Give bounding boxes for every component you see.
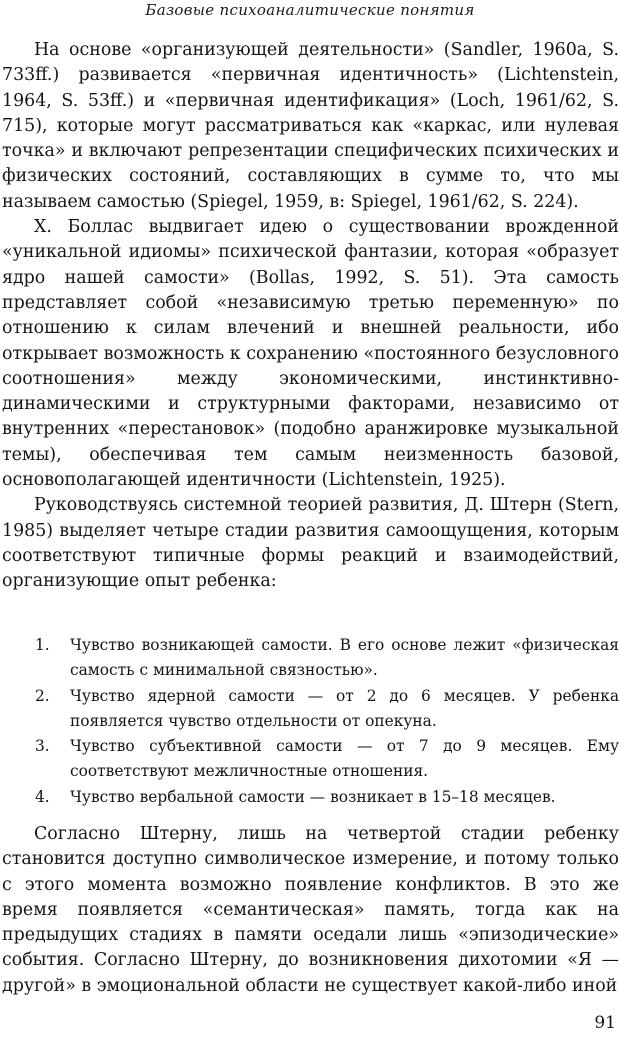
list-item-text: Чувство ядерной самости — от 2 до 6 месяцев. У ребенка появляется чувство отдельности от опекуна. — [70, 686, 619, 730]
list-item-text: Чувство возникающей самости. В его основе лежит «физическая самость с минимальной связностью». — [70, 636, 619, 680]
list-item-number: 2. — [35, 686, 50, 705]
paragraph-organizing-activity: На основе «организующей деятельности» (Sandler, 1960a, S. 733ff.) развивается «первичная идентичность» (Lichtenstein, 1964, S. 53ff.) и «первичная идентификация» (Loch, 1961/62, S. 715), которые могут рассматриваться как «каркас, или нулевая точка» и включают репрезентации специфических психических и физических состояний, составляющих в сумме то, что мы называем самостью (Spiegel, 1959, в: Spiegel, 1961/62, S. 224). — [2, 40, 619, 212]
list-item-number: 3. — [35, 737, 50, 756]
main-text — [2, 38, 619, 595]
closing-text — [2, 822, 619, 999]
list-item-number: 1. — [35, 636, 50, 654]
page-number: 91 — [594, 1013, 616, 1033]
stern-stages-list — [2, 633, 619, 810]
list-item-text: Чувство вербальной самости — возникает в 15–18 месяцев. — [70, 787, 556, 806]
paragraph-bollas-idiom: Х. Боллас выдвигает идею о существовании врожденной «уникальной идиомы» психической фантазии, которая «образует ядро нашей самости» (Bollas, 1992, S. 51). Эта самость представляет собой «независимую третью переменную» по отношению к силам влечений и внешней реальности, ибо открывает возможность к сохранению «постоянного безусловного соотношения» между экономическими, инстинктивно-динамическими и структурными факторами, независимо от внутренних «перестановок» (подобно аранжировке музыкальной темы), обеспечивая тем самым неизменность базовой, основополагающей идентичности (Lichtenstein, 1925). — [2, 217, 619, 491]
list-item-number: 4. — [35, 787, 50, 806]
list-item — [2, 785, 619, 810]
paragraph-stern-fourth-stage: Согласно Штерну, лишь на четвертой стадии ребенку становится доступно символическое измерение, и потому только с этого момента возможно появление конфликтов. В это же время появляется «семантическая» память, тогда как на предыдущих стадиях в памяти оседали лишь «эпизодические» события. Согласно Штерну, до возникновения дихотомии «Я — другой» в эмоциональной области не существует какой-либо иной — [2, 824, 619, 996]
paragraph-stern-stages-intro: Руководствуясь системной теорией развития, Д. Штерн (Stern, 1985) выделяет четыре стадии развития самоощущения, которым соответствуют типичные формы реакций и взаимодействий, организующие опыт ребенка: — [2, 495, 619, 592]
list-item — [2, 633, 619, 684]
running-header: Базовые психоаналитические понятия — [145, 1, 475, 19]
list-item — [2, 684, 619, 735]
list-item — [2, 734, 619, 785]
list-item-text: Чувство субъективной самости — от 7 до 9 месяцев. Ему соответствуют межличностные отношения. — [70, 737, 619, 781]
